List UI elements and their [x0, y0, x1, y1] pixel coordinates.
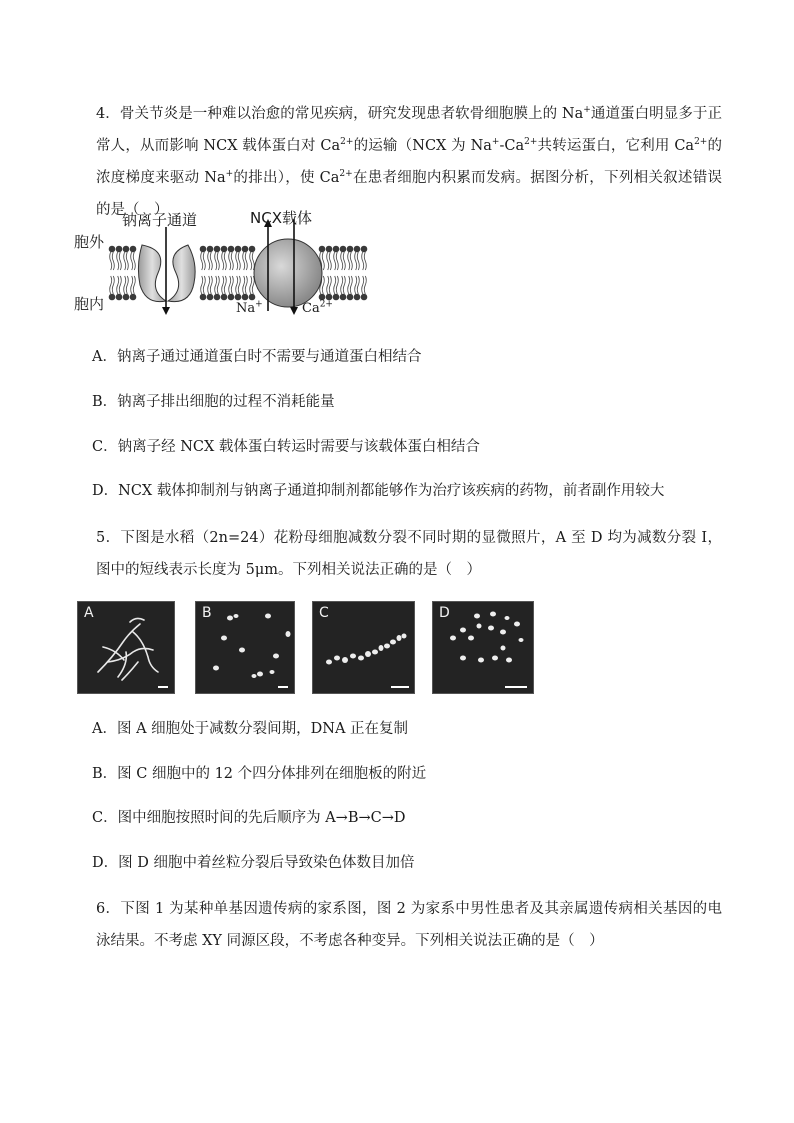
micrograph-b [195, 601, 295, 694]
q4-option-b: B．钠离子排出细胞的过程不消耗能量 [92, 394, 335, 410]
micrograph-c [312, 601, 415, 694]
question-6-stem: 6．下图 1 为某种单基因遗传病的家系图，图 2 为家系中男性患者及其亲属遗传病相关基因的电泳结果。不考虑 XY 同源区段，不考虑各种变异。下列相关说法正确的是（ ） [96, 901, 722, 949]
extracellular-label: 胞外 [74, 233, 105, 251]
q5-option-d: D．图 D 细胞中着丝粒分裂后导致染色体数目加倍 [92, 855, 415, 871]
q5-option-c: C．图中细胞按照时间的先后顺序为 A→B→C→D [92, 810, 406, 826]
panel-label-b: B [202, 605, 212, 621]
q4-option-d: D．NCX 载体抑制剂与钠离子通道抑制剂都能够作为治疗该疾病的药物，前者副作用较大 [92, 483, 665, 499]
channel-protein-right [168, 245, 195, 302]
question-5-stem: 5．下图是水稻（2n=24）花粉母细胞减数分裂不同时期的显微照片，A 至 D 均为减数分裂 I，图中的短线表示长度为 5μm。下列相关说法正确的是（ ） [96, 530, 722, 578]
panel-label-d: D [439, 605, 450, 621]
ncx-carrier-protein [254, 239, 322, 307]
q5-option-a: A．图 A 细胞处于减数分裂间期，DNA 正在复制 [92, 721, 409, 737]
micrograph-d [432, 601, 534, 694]
panel-label-c: C [319, 605, 329, 621]
calcium-ion-label: $Ca^{2+}$ [302, 299, 333, 316]
sodium-channel-label: 钠离子通道 [122, 211, 198, 229]
micrograph-a [77, 601, 175, 694]
membrane-illustration [70, 205, 390, 323]
panel-label-a: A [84, 605, 94, 621]
q4-option-a: A．钠离子通过通道蛋白时不需要与通道蛋白相结合 [92, 349, 422, 365]
membrane-transport-diagram [70, 205, 390, 323]
channel-protein-left [138, 245, 166, 302]
question-4-stem: 4．骨关节炎是一种难以治愈的常见疾病，研究发现患者软骨细胞膜上的 Na+通道蛋白明显多于正常人，从而影响 NCX 载体蛋白对 $Ca^{2+}$的运输（NCX 为 $Na^+-Ca^{2+}$共转运蛋白，它利用 $Ca^{2+}$的浓度梯度来驱动 Na+的排出），使 $Ca^{2+}$在患者细胞内积累而发病。据图分析，下列相关叙述错误的是（ ） [96, 105, 723, 218]
intracellular-label: 胞内 [74, 295, 105, 313]
q5-option-b: B．图 C 细胞中的 12 个四分体排列在细胞板的附近 [92, 766, 427, 782]
sodium-ion-label: Na+ [236, 299, 263, 316]
q4-option-c: C．钠离子经 NCX 载体蛋白转运时需要与该载体蛋白相结合 [92, 439, 480, 455]
ncx-carrier-label: NCX载体 [250, 209, 312, 227]
